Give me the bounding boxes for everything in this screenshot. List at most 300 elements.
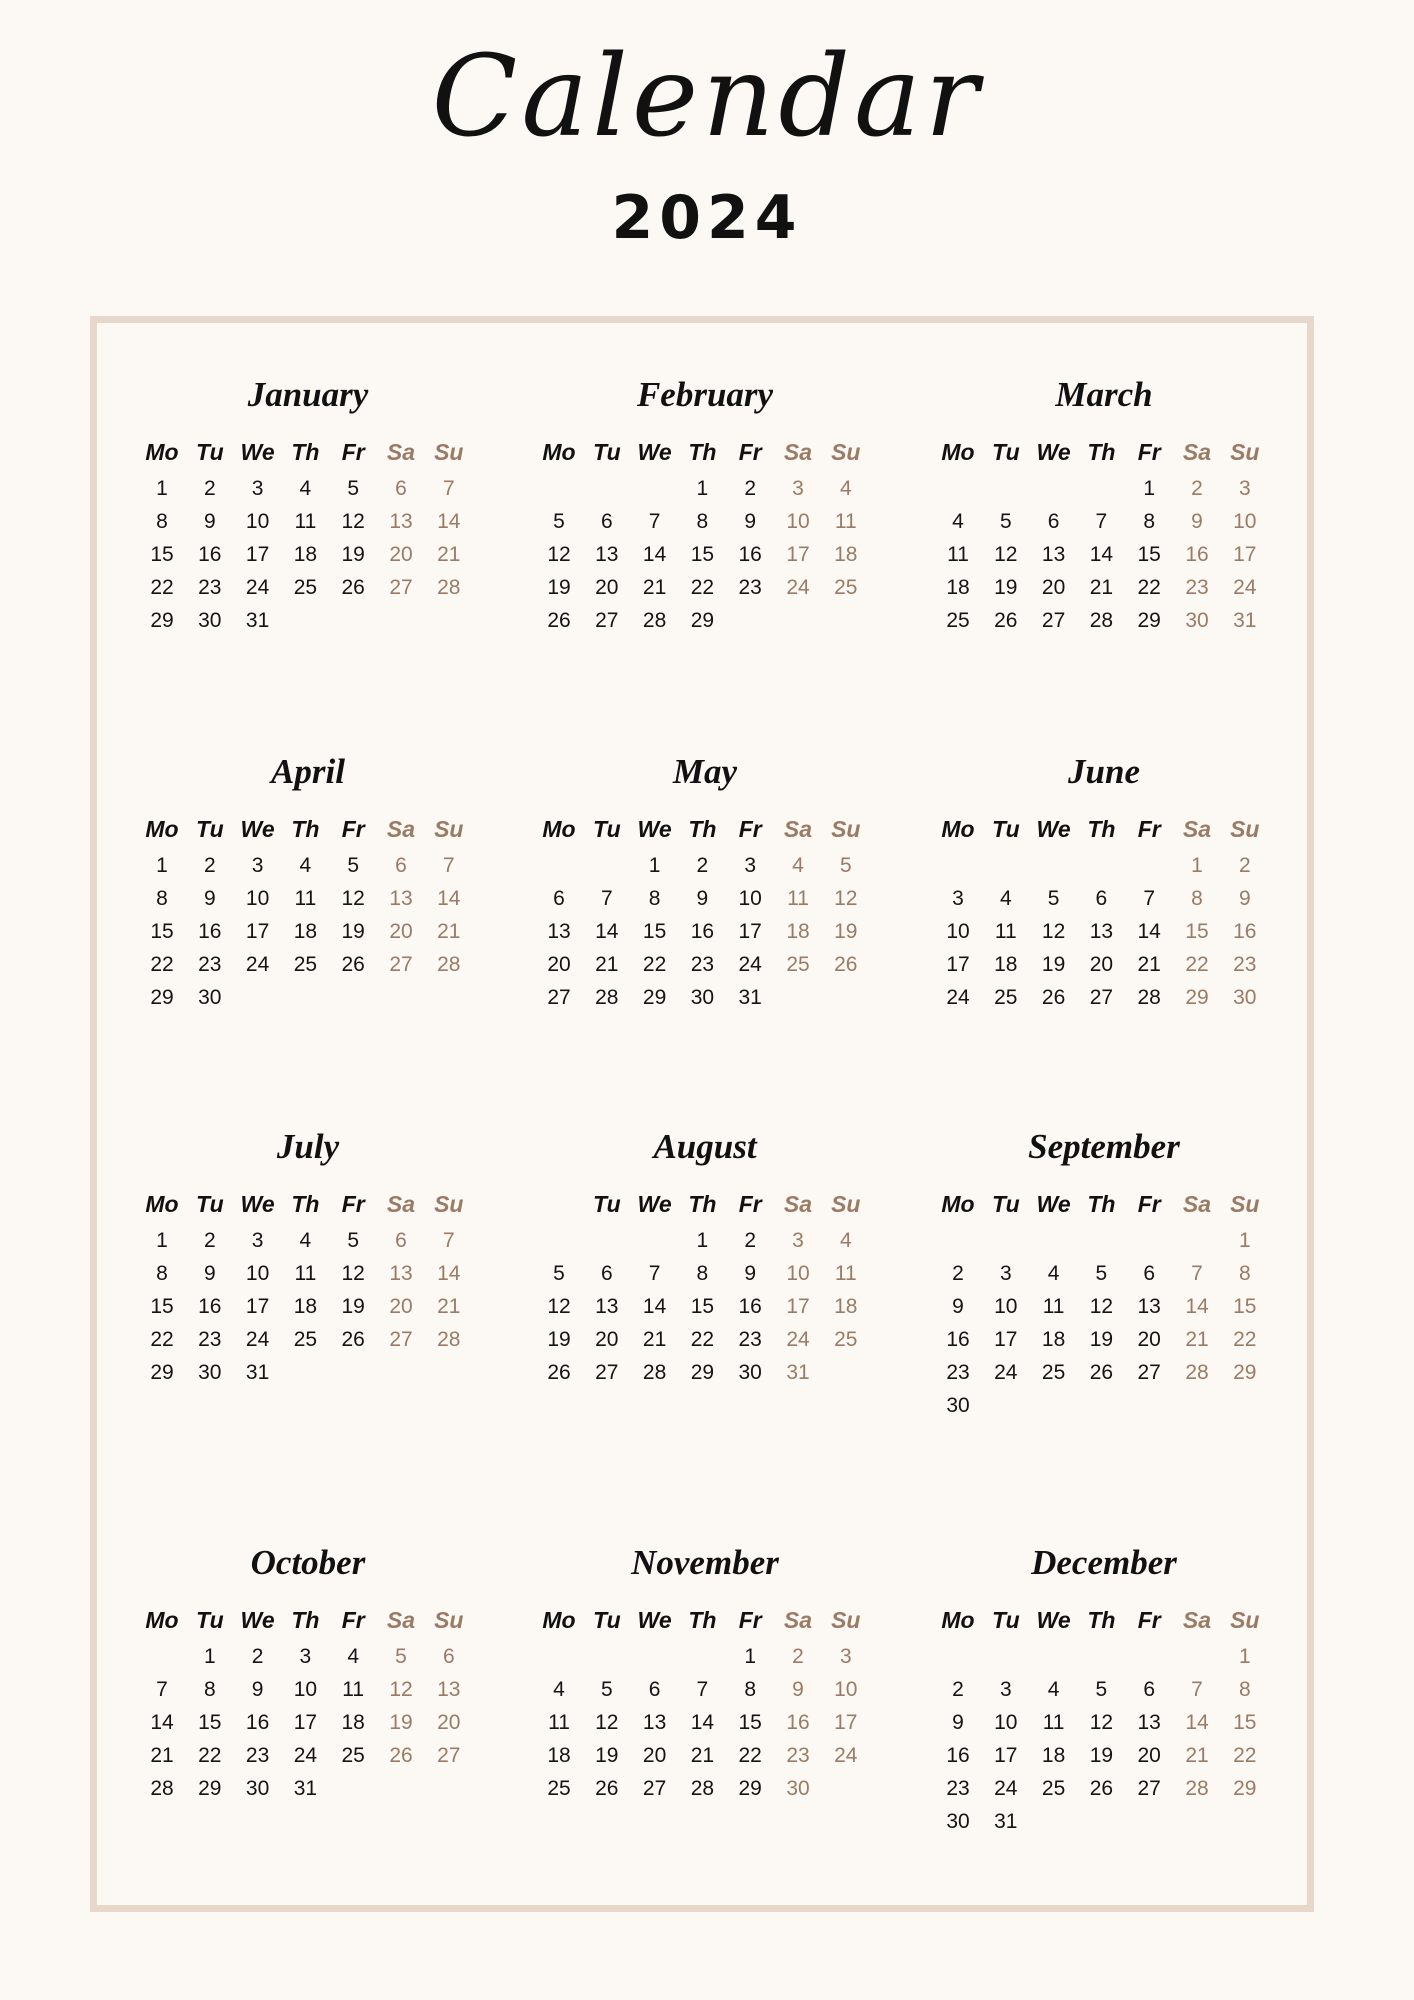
day-cell: 25 bbox=[946, 609, 970, 632]
month-april bbox=[138, 752, 478, 1082]
day-cell: 20 bbox=[389, 543, 413, 566]
day-cell: 24 bbox=[245, 953, 270, 976]
month-name: February bbox=[636, 375, 774, 414]
day-cell: 9 bbox=[744, 1262, 757, 1285]
day-cell: 4 bbox=[839, 1229, 852, 1252]
weekday-label: Fr bbox=[738, 1191, 762, 1217]
day-cell: 25 bbox=[341, 1744, 365, 1767]
day-cell: 31 bbox=[1233, 609, 1257, 632]
weekday-label: Mo bbox=[941, 1191, 975, 1217]
day-cell: 21 bbox=[1185, 1744, 1209, 1767]
day-cell: 26 bbox=[595, 1777, 619, 1800]
day-cell: 20 bbox=[437, 1711, 461, 1734]
day-cell: 7 bbox=[1191, 1262, 1203, 1285]
weekday-label: Su bbox=[831, 1607, 861, 1633]
day-cell: 14 bbox=[437, 510, 461, 533]
day-cell: 16 bbox=[198, 543, 222, 566]
month-name: August bbox=[653, 1127, 757, 1166]
day-cell: 28 bbox=[1137, 986, 1161, 1009]
day-cell: 24 bbox=[946, 986, 970, 1009]
day-cell: 30 bbox=[198, 1361, 222, 1384]
day-cell: 11 bbox=[342, 1678, 365, 1701]
day-cell: 17 bbox=[1233, 543, 1257, 566]
day-cell: 8 bbox=[203, 1678, 216, 1701]
day-cell: 26 bbox=[1089, 1777, 1114, 1800]
day-cell: 17 bbox=[245, 1295, 270, 1318]
weekday-label: Tu bbox=[592, 439, 621, 465]
day-cell: 15 bbox=[690, 543, 715, 566]
day-cell: 1 bbox=[156, 854, 168, 877]
day-cell: 8 bbox=[1143, 510, 1156, 533]
day-cell: 12 bbox=[547, 543, 571, 566]
day-cell: 28 bbox=[690, 1777, 715, 1800]
weekday-label: Th bbox=[291, 439, 320, 465]
day-cell: 17 bbox=[994, 1744, 1018, 1767]
weekday-label: Th bbox=[291, 816, 320, 842]
day-cell: 30 bbox=[738, 1361, 762, 1384]
weekday-label: Fr bbox=[341, 1191, 365, 1217]
weekday-label: We bbox=[1036, 816, 1071, 842]
weekday-label: Su bbox=[831, 439, 861, 465]
day-cell: 1 bbox=[648, 854, 661, 877]
day-cell: 24 bbox=[786, 576, 810, 599]
day-cell: 13 bbox=[595, 543, 619, 566]
weekday-label: Mo bbox=[145, 816, 179, 842]
day-cell: 23 bbox=[245, 1744, 270, 1767]
day-cell: 26 bbox=[389, 1744, 413, 1767]
day-cell: 30 bbox=[245, 1777, 270, 1800]
month-name: March bbox=[1055, 375, 1153, 414]
day-cell: 15 bbox=[1233, 1711, 1257, 1734]
day-cell: 16 bbox=[690, 920, 715, 943]
day-cell: 14 bbox=[1185, 1711, 1209, 1734]
day-cell: 13 bbox=[1041, 543, 1066, 566]
day-cell: 19 bbox=[1089, 1744, 1114, 1767]
weekday-label: Sa bbox=[783, 1191, 813, 1217]
day-cell: 22 bbox=[1185, 953, 1209, 976]
weekday-label: Sa bbox=[386, 1607, 416, 1633]
day-cell: 20 bbox=[642, 1744, 667, 1767]
weekday-label: We bbox=[1036, 1607, 1071, 1633]
day-cell: 4 bbox=[299, 854, 312, 877]
day-cell: 12 bbox=[341, 510, 365, 533]
day-cell: 22 bbox=[198, 1744, 222, 1767]
day-cell: 21 bbox=[437, 920, 461, 943]
day-cell: 1 bbox=[696, 477, 709, 500]
day-cell: 23 bbox=[738, 1328, 762, 1351]
day-cell: 10 bbox=[245, 510, 270, 533]
day-cell: 8 bbox=[1238, 1262, 1251, 1285]
day-cell: 25 bbox=[834, 576, 858, 599]
month-july bbox=[138, 1127, 478, 1457]
day-cell: 27 bbox=[437, 1744, 461, 1767]
day-cell: 3 bbox=[792, 1229, 804, 1252]
day-cell: 23 bbox=[198, 953, 222, 976]
day-cell: 1 bbox=[156, 477, 168, 500]
day-cell: 17 bbox=[293, 1711, 318, 1734]
weekday-label: Mo bbox=[542, 439, 576, 465]
day-cell: 5 bbox=[999, 510, 1012, 533]
weekday-label: Su bbox=[434, 816, 464, 842]
weekday-label: We bbox=[1036, 439, 1071, 465]
day-cell: 31 bbox=[738, 986, 762, 1009]
day-cell: 6 bbox=[442, 1645, 455, 1668]
day-cell: 30 bbox=[690, 986, 715, 1009]
day-cell: 9 bbox=[952, 1711, 964, 1734]
weekday-label: Tu bbox=[195, 1607, 224, 1633]
day-cell: 4 bbox=[839, 477, 852, 500]
day-cell: 4 bbox=[299, 477, 312, 500]
weekday-label: Sa bbox=[386, 816, 416, 842]
day-cell: 30 bbox=[198, 609, 222, 632]
day-cell: 24 bbox=[786, 1328, 810, 1351]
day-cell: 15 bbox=[1185, 920, 1209, 943]
day-cell: 18 bbox=[994, 953, 1018, 976]
day-cell: 30 bbox=[946, 1810, 970, 1833]
day-cell: 28 bbox=[642, 1361, 667, 1384]
day-cell: 31 bbox=[994, 1810, 1018, 1833]
weekday-label: Tu bbox=[195, 1191, 224, 1217]
day-cell: 9 bbox=[251, 1678, 264, 1701]
day-cell: 17 bbox=[994, 1328, 1018, 1351]
day-cell: 17 bbox=[946, 953, 970, 976]
day-cell: 6 bbox=[553, 887, 565, 910]
weekday-label: Th bbox=[1087, 1607, 1116, 1633]
day-cell: 25 bbox=[293, 576, 318, 599]
day-cell: 3 bbox=[999, 1678, 1012, 1701]
day-cell: 9 bbox=[1191, 510, 1203, 533]
day-cell: 11 bbox=[834, 1262, 857, 1285]
day-cell: 2 bbox=[203, 477, 216, 500]
day-cell: 27 bbox=[595, 1361, 619, 1384]
day-cell: 16 bbox=[1233, 920, 1257, 943]
weekday-label: We bbox=[240, 439, 275, 465]
day-cell: 1 bbox=[696, 1229, 709, 1252]
day-cell: 11 bbox=[947, 543, 969, 566]
day-cell: 31 bbox=[786, 1361, 810, 1384]
day-cell: 18 bbox=[341, 1711, 365, 1734]
day-cell: 22 bbox=[738, 1744, 762, 1767]
day-cell: 31 bbox=[293, 1777, 318, 1800]
day-cell: 8 bbox=[696, 510, 709, 533]
day-cell: 3 bbox=[839, 1645, 852, 1668]
day-cell: 25 bbox=[834, 1328, 858, 1351]
day-cell: 19 bbox=[1041, 953, 1066, 976]
day-cell: 7 bbox=[1143, 887, 1156, 910]
day-cell: 19 bbox=[341, 920, 365, 943]
day-cell: 26 bbox=[341, 576, 365, 599]
day-cell: 17 bbox=[245, 920, 270, 943]
day-cell: 16 bbox=[1185, 543, 1209, 566]
day-cell: 19 bbox=[389, 1711, 413, 1734]
day-cell: 12 bbox=[547, 1295, 571, 1318]
day-cell: 3 bbox=[792, 477, 804, 500]
day-cell: 25 bbox=[293, 1328, 318, 1351]
day-cell: 20 bbox=[595, 1328, 619, 1351]
day-cell: 5 bbox=[600, 1678, 613, 1701]
day-cell: 20 bbox=[547, 953, 571, 976]
day-cell: 18 bbox=[547, 1744, 571, 1767]
day-cell: 20 bbox=[1041, 576, 1066, 599]
day-cell: 21 bbox=[642, 576, 667, 599]
day-cell: 17 bbox=[834, 1711, 858, 1734]
weekday-label: Th bbox=[291, 1607, 320, 1633]
calendar-title: Calendar bbox=[431, 32, 983, 162]
day-cell: 2 bbox=[952, 1678, 964, 1701]
day-cell: 2 bbox=[744, 1229, 757, 1252]
day-cell: 16 bbox=[946, 1744, 970, 1767]
day-cell: 13 bbox=[1089, 920, 1114, 943]
day-cell: 7 bbox=[1191, 1678, 1203, 1701]
day-cell: 12 bbox=[1089, 1711, 1114, 1734]
day-cell: 1 bbox=[1143, 477, 1156, 500]
weekday-label: Fr bbox=[1137, 816, 1161, 842]
day-cell: 6 bbox=[648, 1678, 661, 1701]
day-cell: 13 bbox=[437, 1678, 461, 1701]
day-cell: 6 bbox=[600, 510, 613, 533]
day-cell: 10 bbox=[786, 1262, 810, 1285]
day-cell: 25 bbox=[1041, 1777, 1066, 1800]
day-cell: 7 bbox=[442, 477, 455, 500]
weekday-label: We bbox=[637, 816, 672, 842]
day-cell: 25 bbox=[786, 953, 810, 976]
day-cell: 23 bbox=[1233, 953, 1257, 976]
day-cell: 22 bbox=[690, 1328, 715, 1351]
month-february bbox=[535, 375, 875, 705]
day-cell: 26 bbox=[547, 1361, 571, 1384]
weekday-label: Th bbox=[1087, 1191, 1116, 1217]
day-cell: 11 bbox=[994, 920, 1017, 943]
day-cell: 10 bbox=[245, 887, 270, 910]
day-cell: 30 bbox=[786, 1777, 810, 1800]
weekday-label: We bbox=[637, 439, 672, 465]
day-cell: 11 bbox=[294, 1262, 317, 1285]
month-may bbox=[535, 752, 875, 1082]
day-cell: 7 bbox=[696, 1678, 709, 1701]
day-cell: 8 bbox=[156, 510, 168, 533]
month-name: October bbox=[250, 1543, 366, 1582]
day-cell: 10 bbox=[786, 510, 810, 533]
day-cell: 22 bbox=[1233, 1744, 1257, 1767]
day-cell: 16 bbox=[245, 1711, 270, 1734]
weekday-label: Mo bbox=[941, 1607, 975, 1633]
month-name: May bbox=[672, 752, 738, 791]
month-name: April bbox=[271, 752, 345, 791]
month-september bbox=[934, 1127, 1274, 1457]
day-cell: 29 bbox=[1137, 609, 1161, 632]
day-cell: 10 bbox=[1233, 510, 1257, 533]
day-cell: 15 bbox=[198, 1711, 222, 1734]
weekday-label: We bbox=[240, 1191, 275, 1217]
day-cell: 8 bbox=[156, 1262, 168, 1285]
day-cell: 15 bbox=[738, 1711, 762, 1734]
day-cell: 16 bbox=[738, 543, 762, 566]
day-cell: 6 bbox=[1095, 887, 1108, 910]
day-cell: 8 bbox=[1238, 1678, 1251, 1701]
weekday-label: Tu bbox=[592, 1191, 621, 1217]
weekday-label: Fr bbox=[738, 816, 762, 842]
day-cell: 14 bbox=[437, 1262, 461, 1285]
day-cell: 6 bbox=[1143, 1262, 1156, 1285]
day-cell: 12 bbox=[341, 1262, 365, 1285]
day-cell: 24 bbox=[245, 576, 270, 599]
weekday-label: Mo bbox=[542, 816, 576, 842]
day-cell: 4 bbox=[553, 1678, 565, 1701]
weekday-label: We bbox=[1036, 1191, 1071, 1217]
weekday-label: Th bbox=[688, 1607, 717, 1633]
weekday-label: Mo bbox=[145, 1191, 179, 1217]
weekday-label: Su bbox=[831, 816, 861, 842]
day-cell: 31 bbox=[245, 609, 270, 632]
weekday-label: Sa bbox=[783, 439, 813, 465]
day-cell: 21 bbox=[690, 1744, 715, 1767]
day-cell: 21 bbox=[150, 1744, 174, 1767]
day-cell: 13 bbox=[389, 510, 413, 533]
day-cell: 23 bbox=[946, 1361, 970, 1384]
day-cell: 7 bbox=[156, 1678, 168, 1701]
month-december bbox=[934, 1543, 1274, 1873]
day-cell: 18 bbox=[1041, 1744, 1066, 1767]
day-cell: 6 bbox=[395, 477, 407, 500]
day-cell: 2 bbox=[203, 854, 216, 877]
day-cell: 23 bbox=[690, 953, 715, 976]
day-cell: 23 bbox=[1185, 576, 1209, 599]
day-cell: 15 bbox=[1137, 543, 1161, 566]
day-cell: 7 bbox=[442, 854, 455, 877]
day-cell: 15 bbox=[150, 920, 174, 943]
day-cell: 29 bbox=[1233, 1361, 1257, 1384]
day-cell: 13 bbox=[595, 1295, 619, 1318]
day-cell: 12 bbox=[994, 543, 1018, 566]
day-cell: 13 bbox=[547, 920, 571, 943]
day-cell: 14 bbox=[150, 1711, 174, 1734]
day-cell: 9 bbox=[792, 1678, 804, 1701]
weekday-label: Su bbox=[1230, 816, 1260, 842]
day-cell: 3 bbox=[251, 477, 264, 500]
day-cell: 11 bbox=[787, 887, 809, 910]
day-cell: 21 bbox=[437, 1295, 461, 1318]
day-cell: 26 bbox=[1041, 986, 1066, 1009]
weekday-label: Th bbox=[688, 439, 717, 465]
calendar-year: 2024 bbox=[611, 183, 803, 253]
weekday-label: Sa bbox=[783, 1607, 813, 1633]
day-cell: 5 bbox=[839, 854, 852, 877]
day-cell: 18 bbox=[293, 1295, 318, 1318]
day-cell: 24 bbox=[293, 1744, 318, 1767]
weekday-label: Su bbox=[434, 439, 464, 465]
weekday-label: Tu bbox=[991, 1191, 1020, 1217]
day-cell: 21 bbox=[595, 953, 619, 976]
day-cell: 20 bbox=[1137, 1744, 1161, 1767]
day-cell: 9 bbox=[696, 887, 709, 910]
day-cell: 3 bbox=[952, 887, 964, 910]
day-cell: 27 bbox=[1041, 609, 1066, 632]
day-cell: 4 bbox=[299, 1229, 312, 1252]
day-cell: 17 bbox=[245, 543, 270, 566]
day-cell: 16 bbox=[198, 1295, 222, 1318]
weekday-label: Tu bbox=[195, 816, 224, 842]
day-cell: 11 bbox=[294, 510, 317, 533]
day-cell: 29 bbox=[150, 1361, 174, 1384]
day-cell: 13 bbox=[389, 887, 413, 910]
weekday-label: Tu bbox=[991, 816, 1020, 842]
day-cell: 8 bbox=[744, 1678, 757, 1701]
day-cell: 28 bbox=[595, 986, 619, 1009]
day-cell: 29 bbox=[738, 1777, 762, 1800]
day-cell: 29 bbox=[150, 986, 174, 1009]
day-cell: 22 bbox=[1233, 1328, 1257, 1351]
day-cell: 22 bbox=[150, 576, 174, 599]
month-august bbox=[535, 1127, 875, 1457]
day-cell: 18 bbox=[946, 576, 970, 599]
day-cell: 20 bbox=[389, 1295, 413, 1318]
day-cell: 19 bbox=[1089, 1328, 1114, 1351]
day-cell: 6 bbox=[600, 1262, 613, 1285]
weekday-label: Th bbox=[688, 816, 717, 842]
day-cell: 3 bbox=[251, 854, 264, 877]
day-cell: 22 bbox=[690, 576, 715, 599]
day-cell: 26 bbox=[547, 609, 571, 632]
day-cell: 20 bbox=[1137, 1328, 1161, 1351]
day-cell: 29 bbox=[1185, 986, 1209, 1009]
day-cell: 26 bbox=[834, 953, 858, 976]
day-cell: 28 bbox=[1089, 609, 1114, 632]
day-cell: 13 bbox=[1137, 1711, 1161, 1734]
weekday-label: Sa bbox=[1182, 439, 1212, 465]
weekday-label: Su bbox=[434, 1607, 464, 1633]
day-cell: 26 bbox=[341, 1328, 365, 1351]
month-march bbox=[934, 375, 1274, 705]
day-cell: 8 bbox=[1191, 887, 1203, 910]
day-cell: 7 bbox=[648, 1262, 661, 1285]
day-cell: 2 bbox=[792, 1645, 804, 1668]
day-cell: 5 bbox=[347, 854, 360, 877]
day-cell: 28 bbox=[150, 1777, 174, 1800]
weekday-label: Tu bbox=[592, 1607, 621, 1633]
day-cell: 5 bbox=[1047, 887, 1060, 910]
day-cell: 30 bbox=[1233, 986, 1257, 1009]
day-cell: 12 bbox=[1089, 1295, 1114, 1318]
month-name: January bbox=[247, 375, 369, 414]
day-cell: 16 bbox=[198, 920, 222, 943]
day-cell: 6 bbox=[395, 1229, 407, 1252]
day-cell: 14 bbox=[642, 543, 667, 566]
day-cell: 27 bbox=[389, 953, 413, 976]
day-cell: 19 bbox=[834, 920, 858, 943]
day-cell: 3 bbox=[744, 854, 757, 877]
month-name: November bbox=[631, 1543, 779, 1582]
day-cell: 1 bbox=[156, 1229, 168, 1252]
day-cell: 23 bbox=[198, 1328, 222, 1351]
day-cell: 12 bbox=[834, 887, 858, 910]
weekday-label: We bbox=[240, 816, 275, 842]
weekday-label: We bbox=[637, 1607, 672, 1633]
day-cell: 14 bbox=[437, 887, 461, 910]
day-cell: 30 bbox=[946, 1394, 970, 1417]
day-cell: 22 bbox=[642, 953, 667, 976]
weekday-label: Fr bbox=[738, 439, 762, 465]
day-cell: 15 bbox=[1233, 1295, 1257, 1318]
weekday-label: Fr bbox=[341, 816, 365, 842]
day-cell: 10 bbox=[834, 1678, 858, 1701]
day-cell: 20 bbox=[1089, 953, 1114, 976]
day-cell: 14 bbox=[690, 1711, 715, 1734]
day-cell: 19 bbox=[341, 1295, 365, 1318]
weekday-label: Fr bbox=[341, 439, 365, 465]
day-cell: 19 bbox=[994, 576, 1018, 599]
day-cell: 28 bbox=[437, 953, 461, 976]
day-cell: 12 bbox=[341, 887, 365, 910]
